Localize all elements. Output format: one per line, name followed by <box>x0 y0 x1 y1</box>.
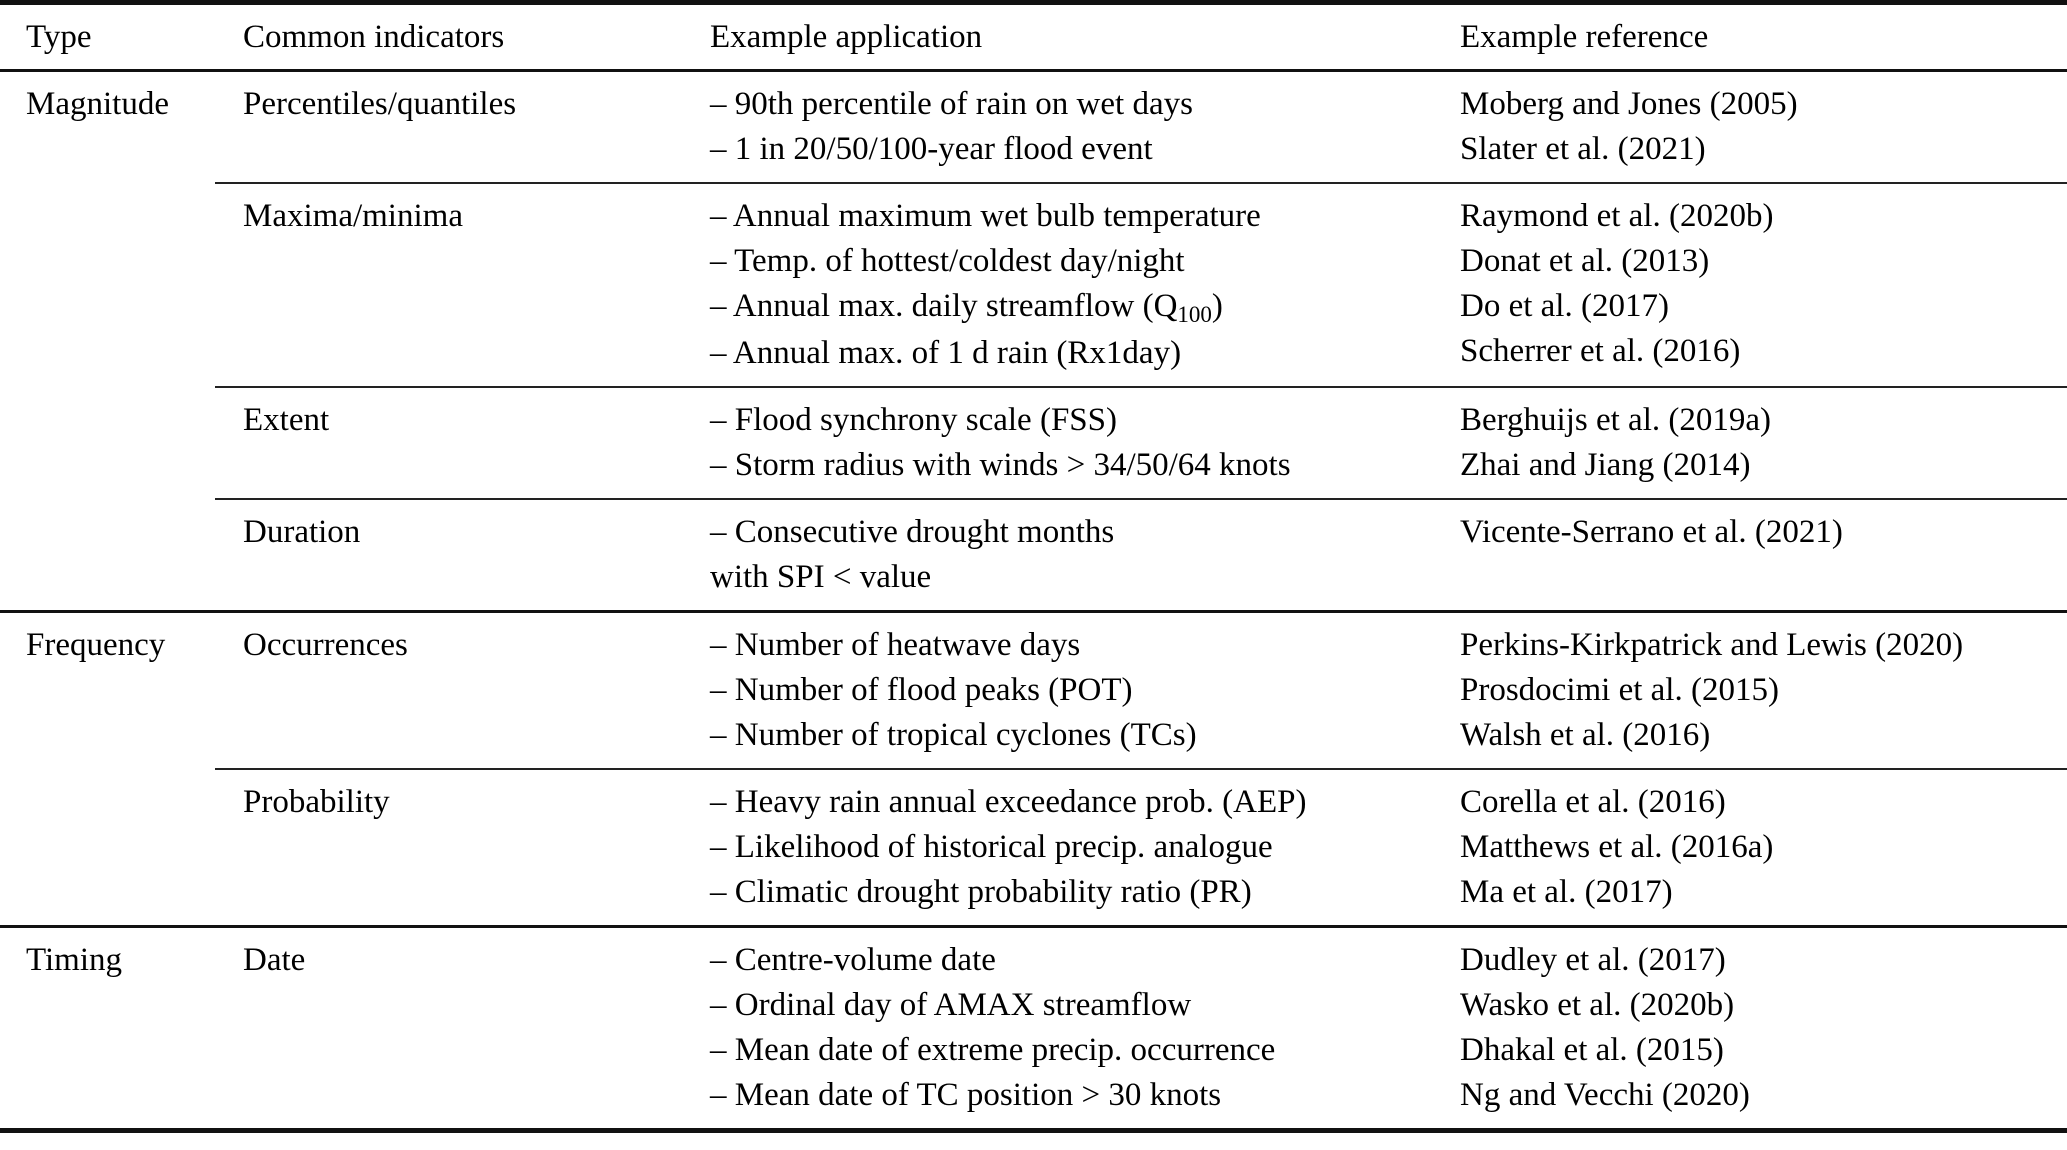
reference-line: Moberg and Jones (2005) <box>1460 86 1798 122</box>
reference-line: Prosdocimi et al. (2015) <box>1460 672 1779 708</box>
reference-line: Raymond et al. (2020b) <box>1460 198 1774 234</box>
reference-line: Donat et al. (2013) <box>1460 243 1710 279</box>
reference-cell <box>1460 510 2067 555</box>
table-row <box>0 500 2067 610</box>
indicator-label: Percentiles/quantiles <box>243 86 517 122</box>
application-line: with SPI < value <box>710 559 932 595</box>
application-cell <box>710 194 1460 376</box>
type-label: Frequency <box>26 627 166 663</box>
application-line: – Annual max. of 1 d rain (Rx1day) <box>710 335 1182 371</box>
reference-line: Slater et al. (2021) <box>1460 131 1706 167</box>
application-line: – 1 in 20/50/100-year flood event <box>710 131 1153 167</box>
reference-line: Matthews et al. (2016a) <box>1460 829 1774 865</box>
reference-cell <box>1460 82 2067 172</box>
reference-line: Ng and Vecchi (2020) <box>1460 1077 1750 1113</box>
table-row <box>0 72 2067 182</box>
reference-line: Corella et al. (2016) <box>1460 784 1726 820</box>
application-line-prefix: – Annual max. daily streamflow (Q <box>710 288 1178 324</box>
indicator-label: Maxima/minima <box>243 198 463 234</box>
reference-line: Dudley et al. (2017) <box>1460 942 1726 978</box>
type-label: Timing <box>26 942 123 978</box>
application-cell <box>710 82 1460 172</box>
column-header-indicators: Common indicators <box>243 19 505 55</box>
application-cell <box>710 623 1460 758</box>
table-row <box>0 770 2067 925</box>
indicator-label: Occurrences <box>243 627 408 663</box>
indicator-label: Date <box>243 942 306 978</box>
table-bottom-rule <box>0 1128 2067 1133</box>
application-line: – Number of heatwave days <box>710 627 1081 663</box>
table-row <box>0 388 2067 498</box>
application-line <box>710 284 1460 331</box>
application-line: – 90th percentile of rain on wet days <box>710 86 1193 122</box>
indicator-label: Duration <box>243 514 361 550</box>
reference-cell <box>1460 623 2067 758</box>
application-line: – Centre-volume date <box>710 942 996 978</box>
reference-line: Scherrer et al. (2016) <box>1460 333 1741 369</box>
reference-line: Wasko et al. (2020b) <box>1460 987 1735 1023</box>
reference-line: Ma et al. (2017) <box>1460 874 1673 910</box>
column-header-reference: Example reference <box>1460 19 1709 55</box>
application-cell <box>710 938 1460 1118</box>
application-line: – Consecutive drought months <box>710 514 1115 550</box>
type-label: Magnitude <box>26 86 169 122</box>
application-line: – Climatic drought probability ratio (PR) <box>710 874 1252 910</box>
application-line: – Mean date of TC position > 30 knots <box>710 1077 1222 1113</box>
indicator-label: Probability <box>243 784 390 820</box>
table-header-row <box>0 5 2067 69</box>
application-line: – Heavy rain annual exceedance prob. (AEP) <box>710 784 1307 820</box>
q100-subscript: 100 <box>1177 302 1212 328</box>
application-line: – Storm radius with winds > 34/50/64 knots <box>710 447 1291 483</box>
column-header-type: Type <box>26 19 92 55</box>
application-cell <box>710 510 1460 600</box>
application-line: – Mean date of extreme precip. occurrence <box>710 1032 1276 1068</box>
application-line: – Temp. of hottest/coldest day/night <box>710 243 1185 279</box>
application-cell <box>710 398 1460 488</box>
reference-line: Walsh et al. (2016) <box>1460 717 1711 753</box>
reference-cell <box>1460 398 2067 488</box>
application-line: – Ordinal day of AMAX streamflow <box>710 987 1192 1023</box>
application-line: – Number of tropical cyclones (TCs) <box>710 717 1197 753</box>
application-line: – Flood synchrony scale (FSS) <box>710 402 1117 438</box>
reference-line: Berghuijs et al. (2019a) <box>1460 402 1771 438</box>
table-row <box>0 184 2067 386</box>
application-line: – Annual maximum wet bulb temperature <box>710 198 1261 234</box>
application-line-suffix: ) <box>1211 288 1223 324</box>
indicator-label: Extent <box>243 402 330 438</box>
reference-cell <box>1460 194 2067 374</box>
application-line: – Number of flood peaks (POT) <box>710 672 1133 708</box>
reference-line: Dhakal et al. (2015) <box>1460 1032 1724 1068</box>
application-line: – Likelihood of historical precip. analogue <box>710 829 1273 865</box>
table-row <box>0 613 2067 768</box>
reference-line: Do et al. (2017) <box>1460 288 1669 324</box>
column-header-application: Example application <box>710 19 983 55</box>
reference-line: Vicente-Serrano et al. (2021) <box>1460 514 1843 550</box>
reference-cell <box>1460 780 2067 915</box>
reference-line: Perkins-Kirkpatrick and Lewis (2020) <box>1460 627 1964 663</box>
application-cell <box>710 780 1460 915</box>
table-row <box>0 928 2067 1128</box>
reference-cell <box>1460 938 2067 1118</box>
reference-line: Zhai and Jiang (2014) <box>1460 447 1751 483</box>
